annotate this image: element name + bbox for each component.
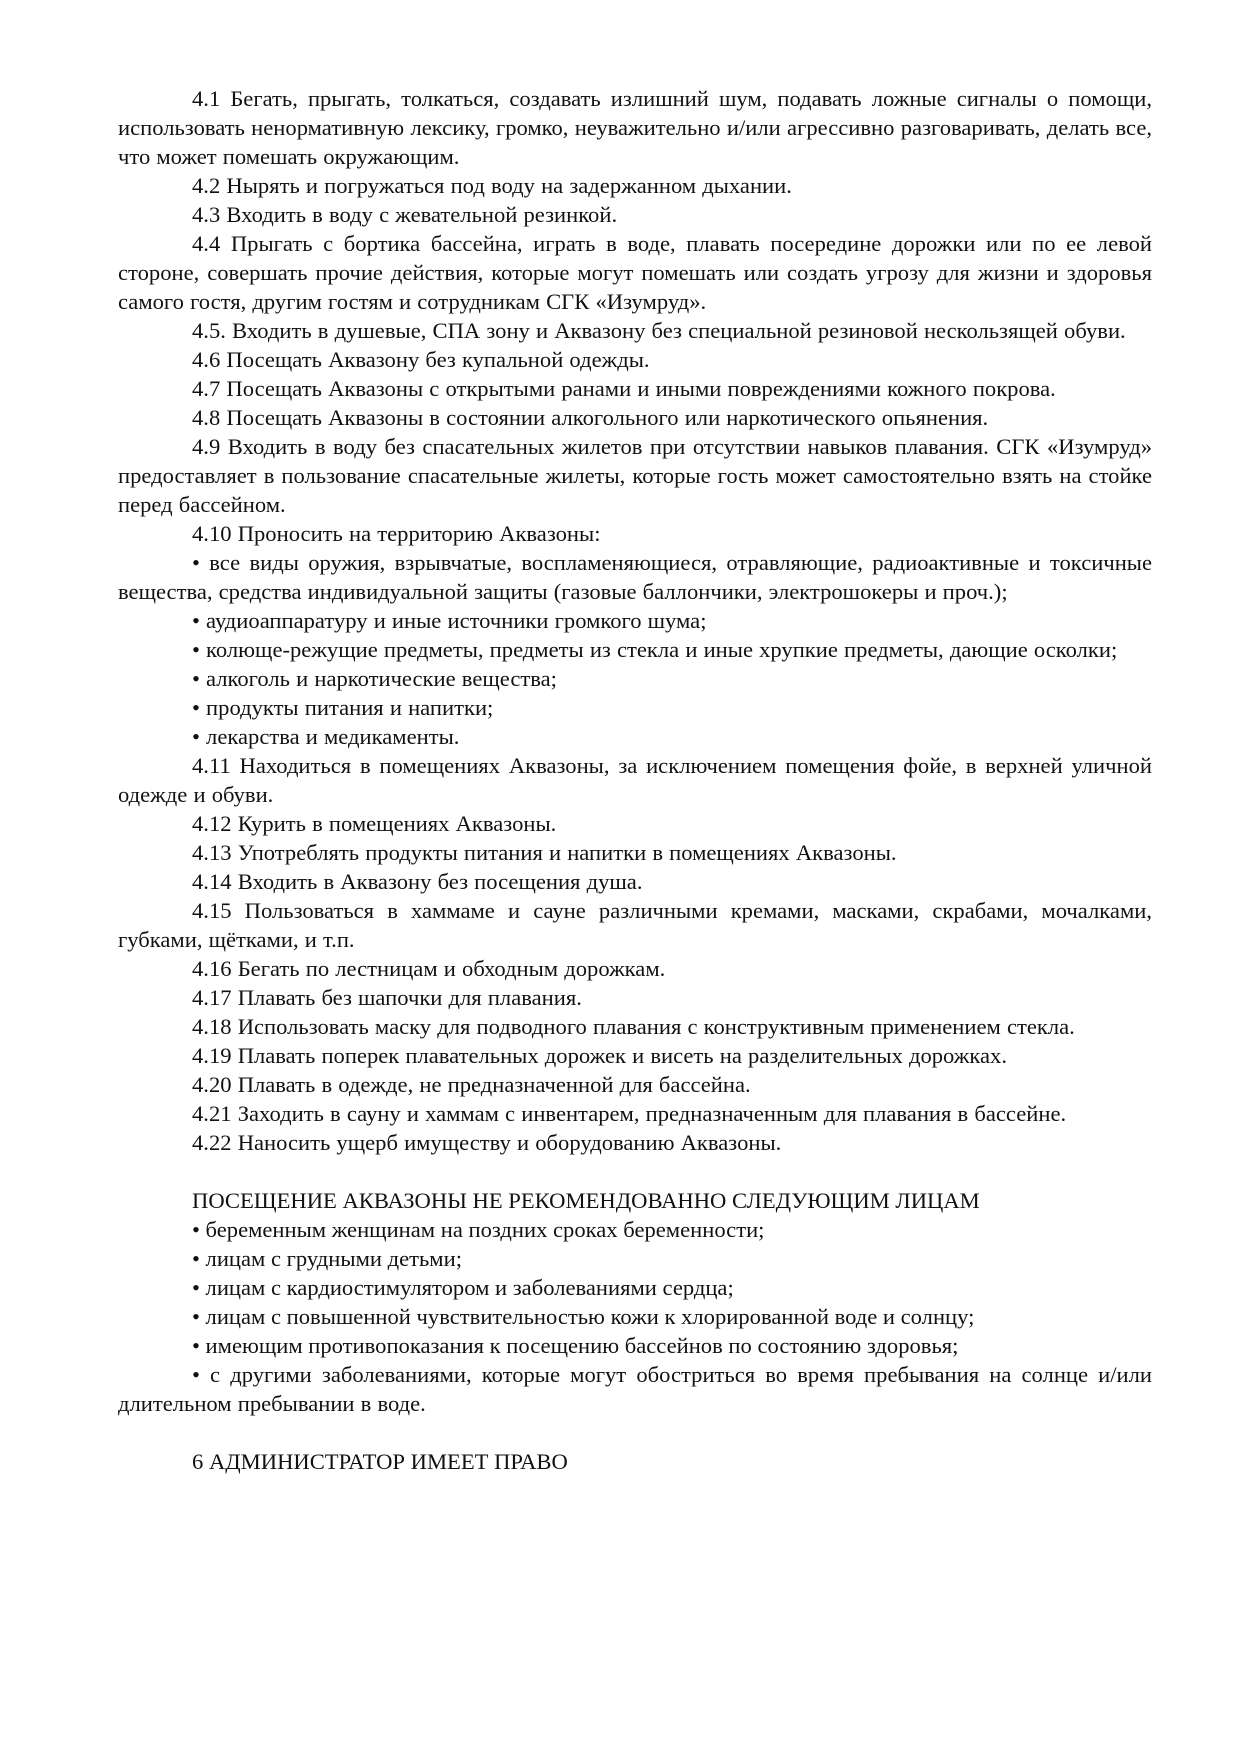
- not-recommended-item: • лицам с грудными детьми;: [192, 1246, 462, 1271]
- rule-4-22: 4.22 Наносить ущерб имуществу и оборудованию Аквазоны.: [192, 1130, 782, 1155]
- admin-rights-heading: 6 АДМИНИСТРАТОР ИМЕЕТ ПРАВО: [192, 1449, 568, 1474]
- rule-4-17: 4.17 Плавать без шапочки для плавания.: [192, 985, 582, 1010]
- not-recommended-item: • лицам с повышенной чувствительностью кожи к хлорированной воде и солнцу;: [192, 1304, 975, 1329]
- rule-4-12: 4.12 Курить в помещениях Аквазоны.: [192, 811, 557, 836]
- not-recommended-item: • лицам с кардиостимулятором и заболеваниями сердца;: [192, 1275, 734, 1300]
- rule-4-3: 4.3 Входить в воду с жевательной резинкой.: [192, 202, 618, 227]
- rule-4-6: 4.6 Посещать Аквазону без купальной одежды.: [192, 347, 650, 372]
- rule-4-5: 4.5. Входить в душевые, СПА зону и Аквазону без специальной резиновой нескользящей обуви.: [192, 318, 1126, 343]
- rule-4-9: 4.9 Входить в воду без спасательных жилетов при отсутствии навыков плавания. СГК «Изумруд» предоставляет в пользование спасательные жилеты, которые гость может самостоятельно взять на стойке перед бассейном.: [118, 434, 1152, 517]
- rule-4-7: 4.7 Посещать Аквазоны с открытыми ранами и иными повреждениями кожного покрова.: [192, 376, 1056, 401]
- prohibited-item: • продукты питания и напитки;: [192, 695, 494, 720]
- rule-4-8: 4.8 Посещать Аквазоны в состоянии алкогольного или наркотического опьянения.: [192, 405, 989, 430]
- not-recommended-item: • имеющим противопоказания к посещению бассейнов по состоянию здоровья;: [192, 1333, 959, 1358]
- rule-4-21: 4.21 Заходить в сауну и хаммам с инвентарем, предназначенным для плавания в бассейне.: [192, 1101, 1067, 1126]
- rule-4-14: 4.14 Входить в Аквазону без посещения душа.: [192, 869, 643, 894]
- spacer: [118, 1157, 1152, 1186]
- prohibited-item: • лекарства и медикаменты.: [192, 724, 460, 749]
- prohibited-item: • колюще-режущие предметы, предметы из стекла и иные хрупкие предметы, дающие осколки;: [192, 637, 1118, 662]
- rule-4-13: 4.13 Употреблять продукты питания и напитки в помещениях Аквазоны.: [192, 840, 897, 865]
- rule-4-16: 4.16 Бегать по лестницам и обходным дорожкам.: [192, 956, 666, 981]
- rule-4-20: 4.20 Плавать в одежде, не предназначенной для бассейна.: [192, 1072, 751, 1097]
- rule-4-4: 4.4 Прыгать с бортика бассейна, играть в воде, плавать посередине дорожки или по ее левой стороне, совершать прочие действия, которые могут помешать или создать угрозу для жизни и здоровья самого гостя, другим гостям и сотрудникам СГК «Изумруд».: [118, 231, 1152, 314]
- rule-4-1: 4.1 Бегать, прыгать, толкаться, создавать излишний шум, подавать ложные сигналы о помощи, использовать ненормативную лексику, громко, неуважительно и/или агрессивно разговаривать, делать все, что может помешать окружающим.: [118, 86, 1152, 169]
- document-page: [118, 84, 1152, 1476]
- not-recommended-heading: ПОСЕЩЕНИЕ АКВАЗОНЫ НЕ РЕКОМЕНДОВАННО СЛЕДУЮЩИМ ЛИЦАМ: [192, 1188, 980, 1213]
- prohibited-item: • аудиоаппаратуру и иные источники громкого шума;: [192, 608, 707, 633]
- not-recommended-item: • беременным женщинам на поздних сроках беременности;: [192, 1217, 765, 1242]
- rule-4-10: 4.10 Проносить на территорию Аквазоны:: [192, 521, 601, 546]
- rule-4-15: 4.15 Пользоваться в хаммаме и сауне различными кремами, масками, скрабами, мочалками, губками, щётками, и т.п.: [118, 898, 1152, 952]
- prohibited-item: • все виды оружия, взрывчатые, воспламеняющиеся, отравляющие, радиоактивные и токсичные вещества, средства индивидуальной защиты (газовые баллончики, электрошокеры и проч.);: [118, 550, 1152, 604]
- not-recommended-item: • с другими заболеваниями, которые могут обостриться во время пребывания на солнце и/или длительном пребывании в воде.: [118, 1362, 1152, 1416]
- rule-4-19: 4.19 Плавать поперек плавательных дорожек и висеть на разделительных дорожках.: [192, 1043, 1007, 1068]
- rule-4-11: 4.11 Находиться в помещениях Аквазоны, за исключением помещения фойе, в верхней уличной одежде и обуви.: [118, 753, 1152, 807]
- spacer: [118, 1418, 1152, 1447]
- prohibited-item: • алкоголь и наркотические вещества;: [192, 666, 557, 691]
- rule-4-18: 4.18 Использовать маску для подводного плавания с конструктивным применением стекла.: [192, 1014, 1075, 1039]
- rule-4-2: 4.2 Нырять и погружаться под воду на задержанном дыхании.: [192, 173, 792, 198]
